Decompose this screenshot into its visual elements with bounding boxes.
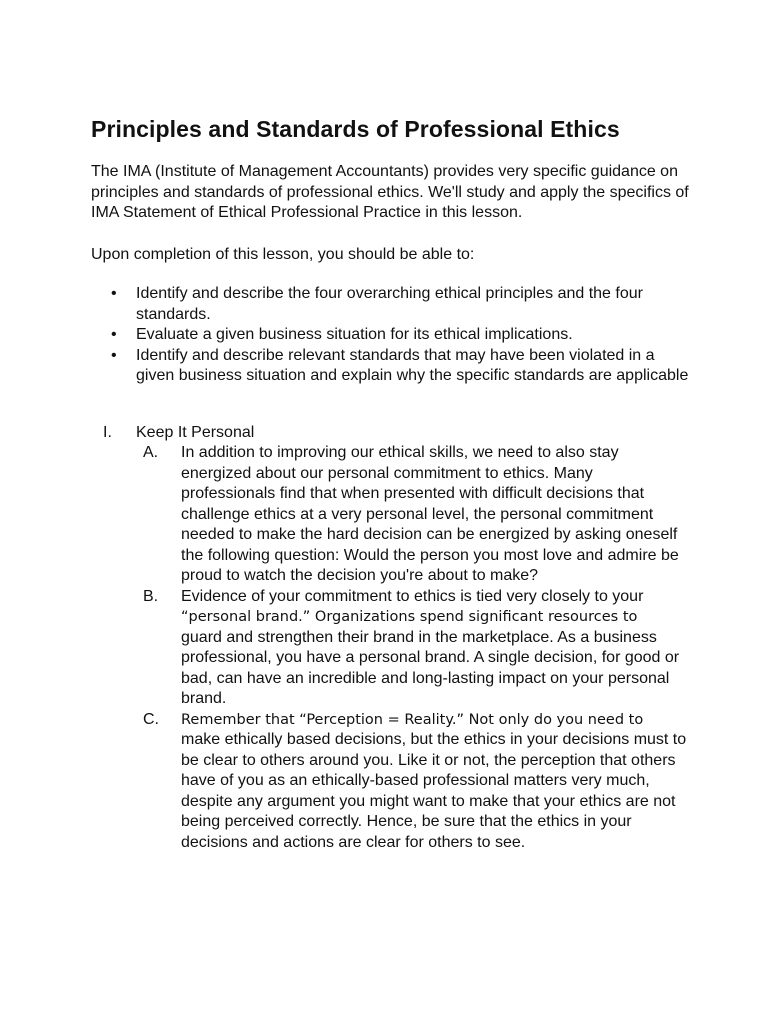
item-text-rest: guard and strengthen their brand in the marketplace. As a business professional, you have a personal brand. A single decision, for good or bad, can have an incredible and long-lasting impact on your personal brand. bbox=[181, 628, 680, 707]
bullet-icon: • bbox=[111, 285, 117, 302]
item-text: In addition to improving our ethical skills, we need to also stay energized about our personal commitment to ethics. Many professionals find that when presented with difficult decisions that challenge ethics at a very personal level, the personal commitment needed to make the hard decision can be energized by asking oneself the following question: Would the person you most love and admire be proud to watch the decision you're about to make? bbox=[181, 444, 679, 584]
item-letter: C. bbox=[143, 710, 159, 728]
bullet-icon: • bbox=[111, 346, 117, 364]
intro-paragraph: The IMA (Institute of Management Accountants) provides very specific guidance on principles and standards of professional ethics. We'll study and apply the specifics of IMA Statement of Ethical Professional Practice in this lesson. bbox=[91, 163, 689, 221]
section-number: I. bbox=[103, 423, 112, 441]
section-keep-it-personal bbox=[91, 423, 691, 854]
list-item bbox=[91, 443, 691, 587]
section-heading bbox=[91, 423, 691, 444]
list-item bbox=[91, 325, 691, 346]
list-item bbox=[91, 284, 691, 325]
document-page bbox=[91, 114, 691, 853]
item-text-rest: make ethically based decisions, but the ethics in your decisions must to be clear to others around you. Like it or not, the perception that others have of you as an ethically-based professional matters very much, despite any argument you might want to make that your ethics are not being perceived correctly. Hence, be sure that the ethics in your decisions and actions are clear for others to see. bbox=[181, 731, 687, 851]
list-item bbox=[91, 587, 691, 710]
list-item bbox=[91, 710, 691, 854]
page-title: Principles and Standards of Professional Ethics bbox=[91, 116, 620, 142]
objective-text: Evaluate a given business situation for its ethical implications. bbox=[136, 326, 573, 343]
objectives-lead: Upon completion of this lesson, you should be able to: bbox=[91, 245, 475, 263]
item-letter: A. bbox=[143, 444, 159, 461]
objective-text: Identify and describe the four overarching ethical principles and the four standards. bbox=[136, 285, 643, 323]
objectives-list bbox=[91, 284, 691, 387]
item-text-alt: “personal brand.” Organizations spend significant resources to bbox=[181, 609, 638, 625]
list-item bbox=[91, 346, 691, 387]
item-text-lead: Evidence of your commitment to ethics is tied very closely to your bbox=[181, 587, 644, 605]
bullet-icon: • bbox=[111, 326, 117, 343]
section-heading-text: Keep It Personal bbox=[136, 423, 255, 441]
item-letter: B. bbox=[143, 587, 159, 605]
objective-text: Identify and describe relevant standards that may have been violated in a given business situation and explain why the specific standards are applicable bbox=[136, 346, 689, 384]
item-text-alt: Remember that “Perception = Reality.” Not only do you need to bbox=[181, 711, 644, 728]
section-items bbox=[91, 443, 691, 853]
